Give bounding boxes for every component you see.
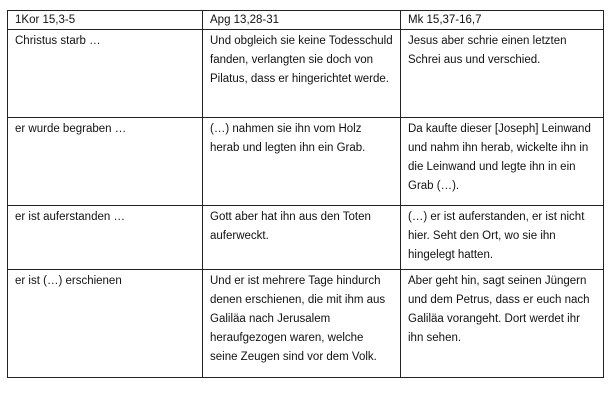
table-cell-apg: Gott aber hat ihn aus den Toten auferweckt. bbox=[203, 206, 401, 270]
table-header-row bbox=[8, 11, 604, 30]
table-cell-1kor: Christus starb … bbox=[8, 30, 203, 118]
table-cell-apg: Und er ist mehrere Tage hindurch denen erschienen, die mit ihm aus Galiläa nach Jerusalem heraufgezogen waren, welche seine Zeugen sind vor dem Volk. bbox=[203, 270, 401, 378]
table-row bbox=[8, 30, 604, 118]
synoptic-table bbox=[7, 10, 604, 378]
table-cell-mk: Da kaufte dieser [Joseph] Leinwand und nahm ihn herab, wickelte ihn in die Leinwand und legte ihn in ein Grab (…). bbox=[401, 118, 604, 206]
table-row bbox=[8, 270, 604, 378]
table-cell-1kor: er ist (…) erschienen bbox=[8, 270, 203, 378]
column-header-apg: Apg 13,28-31 bbox=[203, 11, 401, 30]
table-cell-1kor: er wurde begraben … bbox=[8, 118, 203, 206]
table-cell-mk: Aber geht hin, sagt seinen Jüngern und dem Petrus, dass er euch nach Galiläa vorangeht. Dort werdet ihr ihn sehen. bbox=[401, 270, 604, 378]
table-cell-apg: (…) nahmen sie ihn vom Holz herab und legten ihn ein Grab. bbox=[203, 118, 401, 206]
column-header-mk: Mk 15,37-16,7 bbox=[401, 11, 604, 30]
table-cell-mk: Jesus aber schrie einen letzten Schrei aus und verschied. bbox=[401, 30, 604, 118]
table-row bbox=[8, 206, 604, 270]
table-cell-mk: (…) er ist auferstanden, er ist nicht hier. Seht den Ort, wo sie ihn hingelegt hatten. bbox=[401, 206, 604, 270]
table-cell-apg: Und obgleich sie keine Todesschuld fanden, verlangten sie doch von Pilatus, dass er hingerichtet werde. bbox=[203, 30, 401, 118]
column-header-1kor: 1Kor 15,3-5 bbox=[8, 11, 203, 30]
table-row bbox=[8, 118, 604, 206]
table-cell-1kor: er ist auferstanden … bbox=[8, 206, 203, 270]
